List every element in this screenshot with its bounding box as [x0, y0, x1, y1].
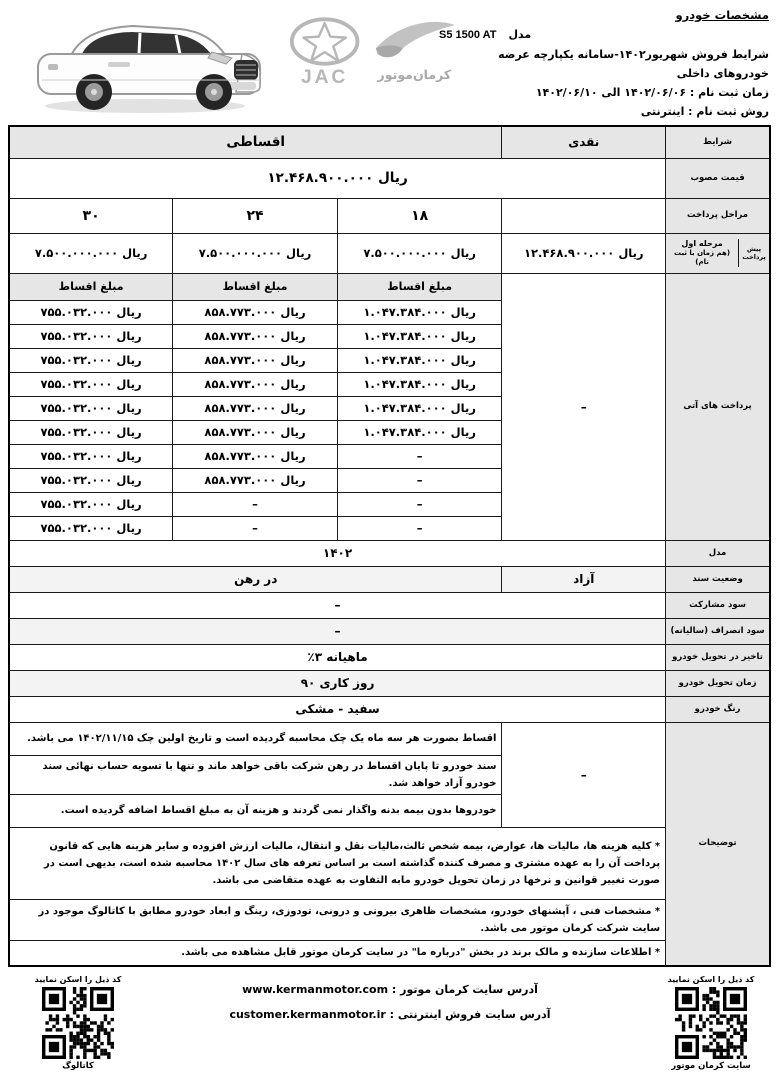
stage1-label [666, 239, 738, 267]
car-color-label: رنگ خودرو [666, 696, 770, 722]
delivery-time-value: ۹۰ روز کاری [9, 670, 666, 696]
notes-label: توضیحات [666, 722, 770, 966]
payment-stages-label: مراحل پرداخت [666, 198, 770, 233]
participation-profit-value: – [9, 592, 666, 618]
installment-amount: ۱.۰۴۷.۳۸۴.۰۰۰ ریال [337, 420, 502, 444]
car-photo [12, 2, 278, 122]
installment-amount: – [337, 444, 502, 468]
qr-code-website [675, 987, 747, 1059]
registration-time-line: زمان ثبت نام : ۱۴۰۲/۰۶/۰۶ الی ۱۴۰۲/۰۶/۱۰ [535, 86, 769, 99]
note-item: * کلیه هزینه ها، مالیات ها، عوارض، بیمه شخص ثالث،مالیات نقل و انتقال، مالیات ارزش افزوده و سایر هزینه هایی که قانون پرداخت آن را به عهده مشتری و مصرف کننده گذاشته است بر اساس تعرفه های سال ۱۴۰۲ محاسبه شده است، بدیهی است در صورت تغییر قوانین و نرخها در زمان تحویل خودرو مابه التفاوت به عهده متقاضی می باشد. [9, 827, 666, 899]
installment-amount: ۸۵۸.۷۷۳.۰۰۰ ریال [173, 420, 338, 444]
installment-amount: ۸۵۸.۷۷۳.۰۰۰ ریال [173, 468, 338, 492]
term-30-header: ۳۰ [9, 198, 173, 233]
sales-site-address-line: آدرس سایت فروش اینترنتی : customer.kermanmotor.ir [229, 1008, 551, 1021]
approved-price-value: ۱۲.۴۶۸.۹۰۰.۰۰۰ ریال [9, 158, 666, 198]
stage1-label-main: مرحله اول [681, 239, 723, 249]
installment-amount: ۷۵۵.۰۳۲.۰۰۰ ریال [9, 444, 173, 468]
installment-amount: ۱.۰۴۷.۳۸۴.۰۰۰ ریال [337, 348, 502, 372]
brand-logos [287, 14, 459, 96]
installment-amount: ۷۵۵.۰۳۲.۰۰۰ ریال [9, 492, 173, 516]
note-item: اقساط بصورت هر سه ماه یک چک محاسبه گردیده است و تاریخ اولین چک ۱۴۰۲/۱۱/۱۵ می باشد. [9, 722, 502, 755]
installment-amount: – [173, 492, 338, 516]
installment-amount: ۱.۰۴۷.۳۸۴.۰۰۰ ریال [337, 372, 502, 396]
model-line [439, 25, 769, 45]
term-18-header: ۱۸ [337, 198, 502, 233]
col-header-cash: نقدی [502, 126, 666, 158]
payment-stages-cash-empty [502, 198, 666, 233]
page-title: مشخصات خودرو [675, 8, 769, 22]
qr-block-website [651, 975, 771, 1071]
installment-amount: – [337, 468, 502, 492]
amount-header-30: مبلغ اقساط [9, 273, 173, 300]
amount-header-18: مبلغ اقساط [337, 273, 502, 300]
qr-block-catalog [18, 975, 138, 1071]
stage1-amount-24: ۷.۵۰۰.۰۰۰.۰۰۰ ریال [173, 233, 338, 273]
scan-caption: کد ذیل را اسکن نمایید [667, 975, 755, 984]
installment-amount: – [337, 516, 502, 540]
delivery-delay-label: تاخیر در تحویل خودرو [666, 644, 770, 670]
future-payments-cash-dash: – [502, 273, 666, 540]
note-item: خودروها بدون بیمه بدنه واگذار نمی گردند و هزینه آن به مبلغ اقساط اضافه گردیده است. [9, 794, 502, 827]
footer [0, 973, 779, 1075]
installment-amount: ۷۵۵.۰۳۲.۰۰۰ ریال [9, 300, 173, 324]
delivery-time-label: زمان تحویل خودرو [666, 670, 770, 696]
installment-amount: ۷۵۵.۰۳۲.۰۰۰ ریال [9, 516, 173, 540]
model-value: S5 1500 AT [439, 29, 497, 41]
note-item: سند خودرو تا پایان اقساط در رهن شرکت باقی خواهد ماند و تنها با تسویه حساب نهائی سند خودرو آزاد خواهد شد. [9, 755, 502, 794]
installment-amount: ۷۵۵.۰۳۲.۰۰۰ ریال [9, 468, 173, 492]
term-24-header: ۲۴ [173, 198, 338, 233]
note-item: * اطلاعات سازنده و مالک برند در بخش "درباره ما" در سایت کرمان موتور قابل مشاهده می باشد. [9, 940, 666, 966]
installment-amount: – [337, 492, 502, 516]
col-header-installment: اقساطی [9, 126, 502, 158]
website-address-line: آدرس سایت کرمان موتور : www.kermanmotor.com [242, 983, 538, 996]
stage1-amount-18: ۷.۵۰۰.۰۰۰.۰۰۰ ریال [337, 233, 502, 273]
installment-amount: ۷۵۵.۰۳۲.۰۰۰ ریال [9, 372, 173, 396]
registration-method-line: روش ثبت نام : اینترنتی [640, 105, 769, 118]
installment-amount: ۱.۰۴۷.۳۸۴.۰۰۰ ریال [337, 300, 502, 324]
model-year-value: ۱۴۰۲ [9, 540, 666, 566]
installment-amount: ۷۵۵.۰۳۲.۰۰۰ ریال [9, 420, 173, 444]
delivery-delay-value: ٪۳ ماهیانه [9, 644, 666, 670]
document-status-label: وضعیت سند [666, 566, 770, 592]
stage1-label-sub: (هم زمان با ثبت نام) [674, 249, 731, 266]
qr-catalog-name: کاتالوگ [62, 1061, 94, 1071]
stage1-label-cell [666, 233, 770, 273]
header-info [439, 6, 769, 140]
note-item: * مشخصات فنی ، آپشنهای خودرو، مشخصات ظاهری بیرونی و درونی، تودوزی، رینگ و ابعاد خودرو مطابق با کاتالوگ موجود در سایت شرکت کرمان موتور می باشد. [9, 899, 666, 940]
amount-header-24: مبلغ اقساط [173, 273, 338, 300]
jac-logo [287, 14, 362, 96]
installment-amount: ۷۵۵.۰۳۲.۰۰۰ ریال [9, 324, 173, 348]
installment-amount: ۸۵۸.۷۷۳.۰۰۰ ریال [173, 444, 338, 468]
installment-amount: ۸۵۸.۷۷۳.۰۰۰ ریال [173, 396, 338, 420]
col-header-conditions: شرایط [666, 126, 770, 158]
kermanmotor-logo-text: کرمان‌موتور [377, 67, 452, 83]
installment-amount: ۱.۰۴۷.۳۸۴.۰۰۰ ریال [337, 324, 502, 348]
installment-amount: ۷۵۵.۰۳۲.۰۰۰ ریال [9, 396, 173, 420]
participation-profit-label: سود مشارکت [666, 592, 770, 618]
scan-caption: کد ذیل را اسکن نمایید [34, 975, 122, 984]
future-payments-label: پرداخت های آتی [666, 273, 770, 540]
installment-amount: ۸۵۸.۷۷۳.۰۰۰ ریال [173, 348, 338, 372]
prepayment-label: پیش پرداخت [738, 239, 769, 267]
model-label: مدل [508, 28, 532, 41]
installment-amount: ۱.۰۴۷.۳۸۴.۰۰۰ ریال [337, 396, 502, 420]
stage1-amount-30: ۷.۵۰۰.۰۰۰.۰۰۰ ریال [9, 233, 173, 273]
installment-amount: ۷۵۵.۰۳۲.۰۰۰ ریال [9, 348, 173, 372]
installment-amount: ۸۵۸.۷۷۳.۰۰۰ ریال [173, 300, 338, 324]
document-status-cash: آزاد [502, 566, 666, 592]
qr-website-name: سایت کرمان موتور [671, 1061, 751, 1071]
cancellation-profit-label: سود انصراف (سالیانه) [666, 618, 770, 644]
car-color-value: سفید - مشکی [9, 696, 666, 722]
installment-amount: – [173, 516, 338, 540]
jac-logo-text: JAC [300, 66, 349, 88]
qr-code-catalog [42, 987, 114, 1059]
document-status-installment: در رهن [9, 566, 502, 592]
footer-links [180, 977, 600, 1027]
installment-amount: ۸۵۸.۷۷۳.۰۰۰ ریال [173, 324, 338, 348]
cancellation-profit-value: – [9, 618, 666, 644]
approved-price-label: قیمت مصوب [666, 158, 770, 198]
installment-amount: ۸۵۸.۷۷۳.۰۰۰ ریال [173, 372, 338, 396]
main-table-wrap [8, 125, 771, 967]
price-table [8, 125, 771, 967]
sales-conditions-line: شرایط فروش شهریور۱۴۰۲-سامانه یکپارچه عرضه خودروهای داخلی [498, 48, 769, 80]
model-year-label: مدل [666, 540, 770, 566]
notes-cash-dash: – [502, 722, 666, 827]
stage1-cash-amount: ۱۲.۴۶۸.۹۰۰.۰۰۰ ریال [502, 233, 666, 273]
